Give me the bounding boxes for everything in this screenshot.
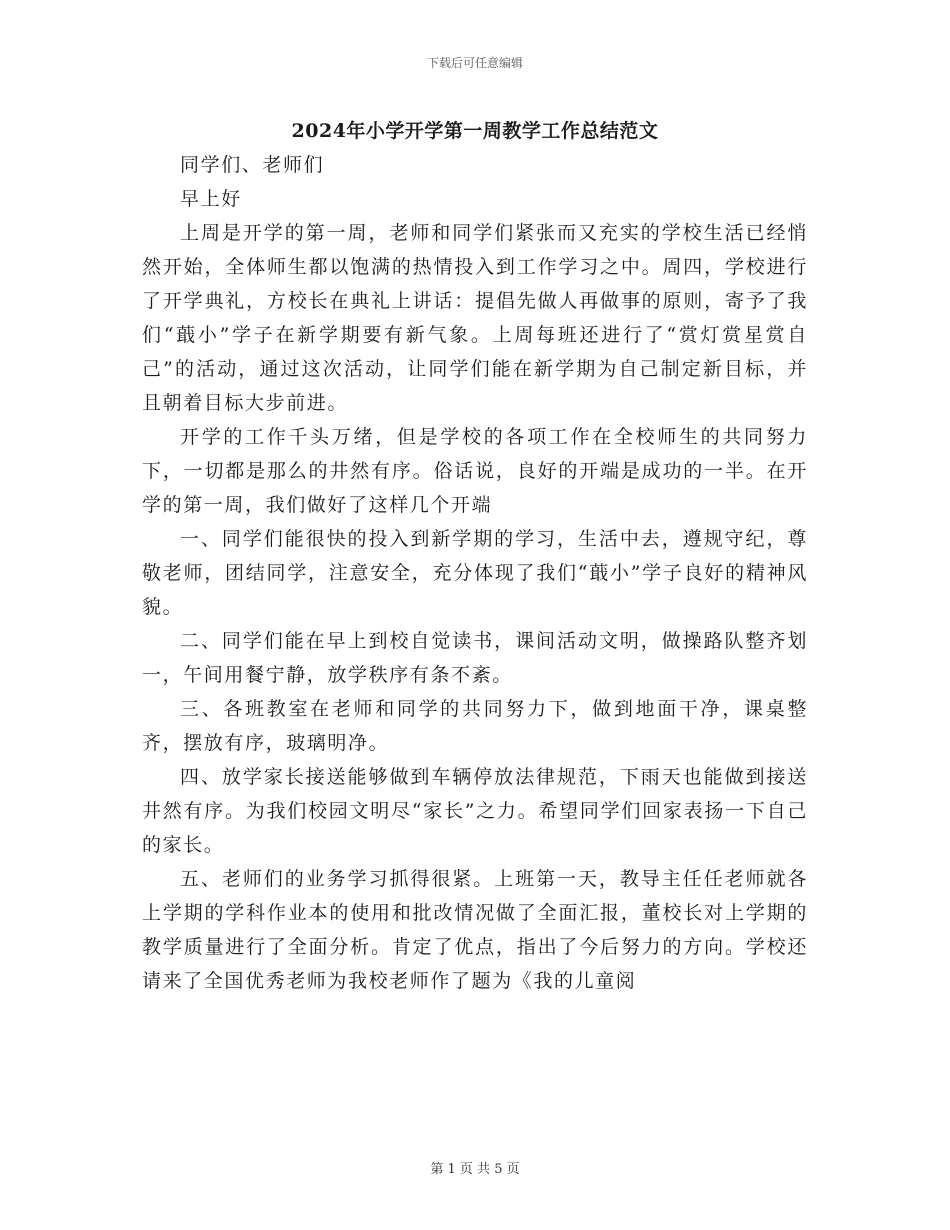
paragraph-greeting: 早上好	[180, 188, 242, 210]
paragraph-point-1: 一、同学们能很快的投入到新学期的学习，生活中去，遵规守纪，尊敬老师，团结同学，注意安全，充分体现了我们“蕺小”学子良好的精神风貌。	[142, 528, 808, 618]
paragraph-greeting-addressee: 同学们、老师们	[180, 154, 325, 176]
paragraph-point-3: 三、各班教室在老师和同学的共同努力下，做到地面干净，课桌整齐，摆放有序，玻璃明净。	[142, 698, 808, 754]
paragraph-week-summary: 上周是开学的第一周，老师和同学们紧张而又充实的学校生活已经悄然开始，全体师生都以饱满的热情投入到工作学习之中。周四，学校进行了开学典礼，方校长在典礼上讲话：提倡先做人再做事的原则，寄予了我们“蕺小”学子在新学期要有新气象。上周每班还进行了“赏灯赏星赏自己”的活动，通过这次活动，让同学们能在新学期为自己制定新目标，并且朝着目标大步前进。	[142, 222, 808, 414]
page-footer: 第 1 页 共 5 页	[430, 1162, 520, 1177]
paragraph-point-2: 二、同学们能在早上到校自觉读书，课间活动文明，做操路队整齐划一，午间用餐宁静，放学秩序有条不紊。	[142, 630, 808, 686]
paragraph-point-5: 五、老师们的业务学习抓得很紧。上班第一天，教导主任任老师就各上学期的学科作业本的使用和批改情况做了全面汇报，董校长对上学期的教学质量进行了全面分析。肯定了优点，指出了今后努力的方向。学校还请来了全国优秀老师为我校老师作了题为《我的儿童阅	[142, 868, 808, 992]
document-body	[142, 148, 808, 998]
paragraph-point-4: 四、放学家长接送能够做到车辆停放法律规范，下雨天也能做到接送井然有序。为我们校园文明尽“家长”之力。希望同学们回家表扬一下自己的家长。	[142, 766, 808, 856]
page-header: 下载后可任意编辑	[426, 56, 523, 70]
document-title: 2024年小学开学第一周教学工作总结范文	[291, 120, 659, 142]
paragraph-opening-work: 开学的工作千头万绪，但是学校的各项工作在全校师生的共同努力下，一切都是那么的井然有序。俗话说，良好的开端是成功的一半。在开学的第一周，我们做好了这样几个开端	[142, 426, 808, 516]
